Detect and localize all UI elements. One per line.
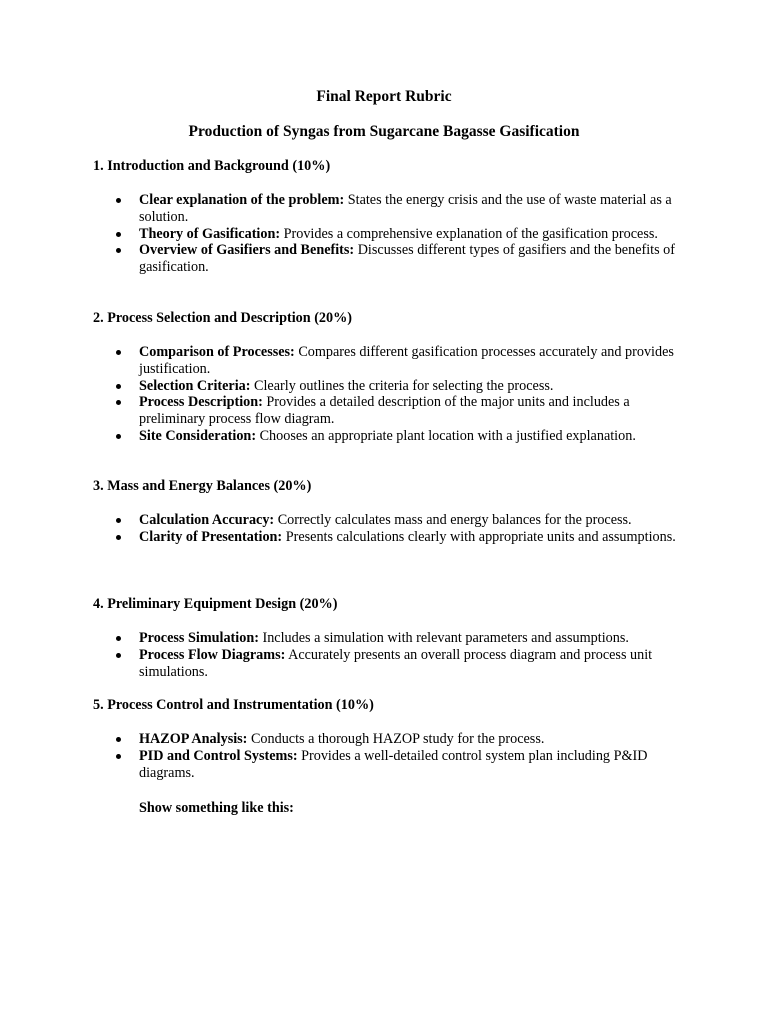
page-subtitle: Production of Syngas from Sugarcane Bagasse Gasification [188, 123, 580, 140]
bullet-dot-icon [116, 636, 121, 641]
list-item [93, 748, 679, 782]
item-term: Comparison of Processes: [139, 344, 295, 360]
bullet-dot-icon [116, 350, 121, 355]
section-process-selection [93, 310, 693, 445]
bullet-list [93, 731, 693, 781]
item-term: HAZOP Analysis: [139, 731, 248, 747]
section-heading: 1. Introduction and Background (10%) [93, 158, 331, 174]
item-text: Accurately presents an overall process diagram and process unit simulations. [139, 646, 653, 680]
item-term: Calculation Accuracy: [139, 512, 275, 528]
bullet-list [93, 512, 693, 546]
bullet-dot-icon [116, 737, 121, 742]
item-term: Selection Criteria: [139, 377, 251, 394]
item-term: Process Flow Diagrams: [139, 646, 286, 663]
bullet-dot-icon [116, 518, 121, 523]
list-item [93, 647, 679, 681]
item-text: Provides a comprehensive explanation of the gasification process. [280, 225, 658, 242]
section-heading: 5. Process Control and Instrumentation (10%) [93, 697, 374, 713]
list-item [93, 226, 679, 243]
bullet-dot-icon [116, 198, 121, 203]
bullet-dot-icon [116, 754, 121, 759]
item-text: Chooses an appropriate plant location with a justified explanation. [256, 427, 636, 444]
item-text: Includes a simulation with relevant parameters and assumptions. [258, 630, 629, 646]
bullet-dot-icon [116, 232, 121, 237]
list-item [93, 512, 679, 529]
bullet-dot-icon [116, 653, 121, 658]
bullet-list [93, 344, 693, 445]
section-equipment-design [93, 596, 693, 680]
bullet-dot-icon [116, 248, 121, 253]
bullet-list [93, 630, 693, 680]
item-term: Clear explanation of the problem: [139, 192, 345, 208]
section-heading: 3. Mass and Energy Balances (20%) [93, 478, 312, 494]
bullet-dot-icon [116, 384, 121, 389]
item-text: Provides a well-detailed control system plan including P&ID diagrams. [139, 747, 648, 781]
section-mass-energy [93, 478, 693, 546]
list-item [93, 192, 679, 226]
section-heading: 2. Process Selection and Description (20%) [93, 310, 353, 326]
section-introduction [93, 158, 693, 276]
section-heading: 4. Preliminary Equipment Design (20%) [93, 596, 338, 612]
item-text: Correctly calculates mass and energy balances for the process. [274, 512, 632, 528]
item-term: Overview of Gasifiers and Benefits: [139, 242, 355, 259]
item-text: States the energy crisis and the use of waste material as a solution. [139, 192, 672, 225]
item-text: Compares different gasification processes accurately and provides justification. [139, 344, 674, 377]
list-item [93, 394, 679, 428]
bullet-list [93, 192, 693, 276]
item-text: Presents calculations clearly with appropriate units and assumptions. [282, 528, 676, 545]
list-item [93, 242, 679, 276]
item-term: PID and Control Systems: [139, 747, 298, 764]
page-title: Final Report Rubric [316, 88, 452, 105]
item-term: Process Description: [139, 394, 263, 411]
item-term: Theory of Gasification: [139, 225, 281, 242]
list-item [93, 731, 679, 748]
list-item [93, 378, 679, 395]
list-item [93, 529, 679, 546]
item-text: Provides a detailed description of the major units and includes a preliminary process flow diagram. [139, 394, 630, 428]
bullet-dot-icon [116, 535, 121, 540]
closing-note: Show something like this: [139, 800, 294, 816]
list-item [93, 630, 679, 647]
item-text: Conducts a thorough HAZOP study for the process. [247, 731, 545, 747]
bullet-dot-icon [116, 400, 121, 405]
item-term: Process Simulation: [139, 630, 259, 646]
section-process-control [93, 697, 693, 781]
list-item [93, 344, 679, 378]
item-text: Discusses different types of gasifiers and the benefits of gasification. [139, 242, 675, 276]
bullet-dot-icon [116, 434, 121, 439]
list-item [93, 428, 679, 445]
item-text: Clearly outlines the criteria for selecting the process. [250, 377, 554, 394]
item-term: Site Consideration: [139, 427, 257, 444]
item-term: Clarity of Presentation: [139, 528, 283, 545]
